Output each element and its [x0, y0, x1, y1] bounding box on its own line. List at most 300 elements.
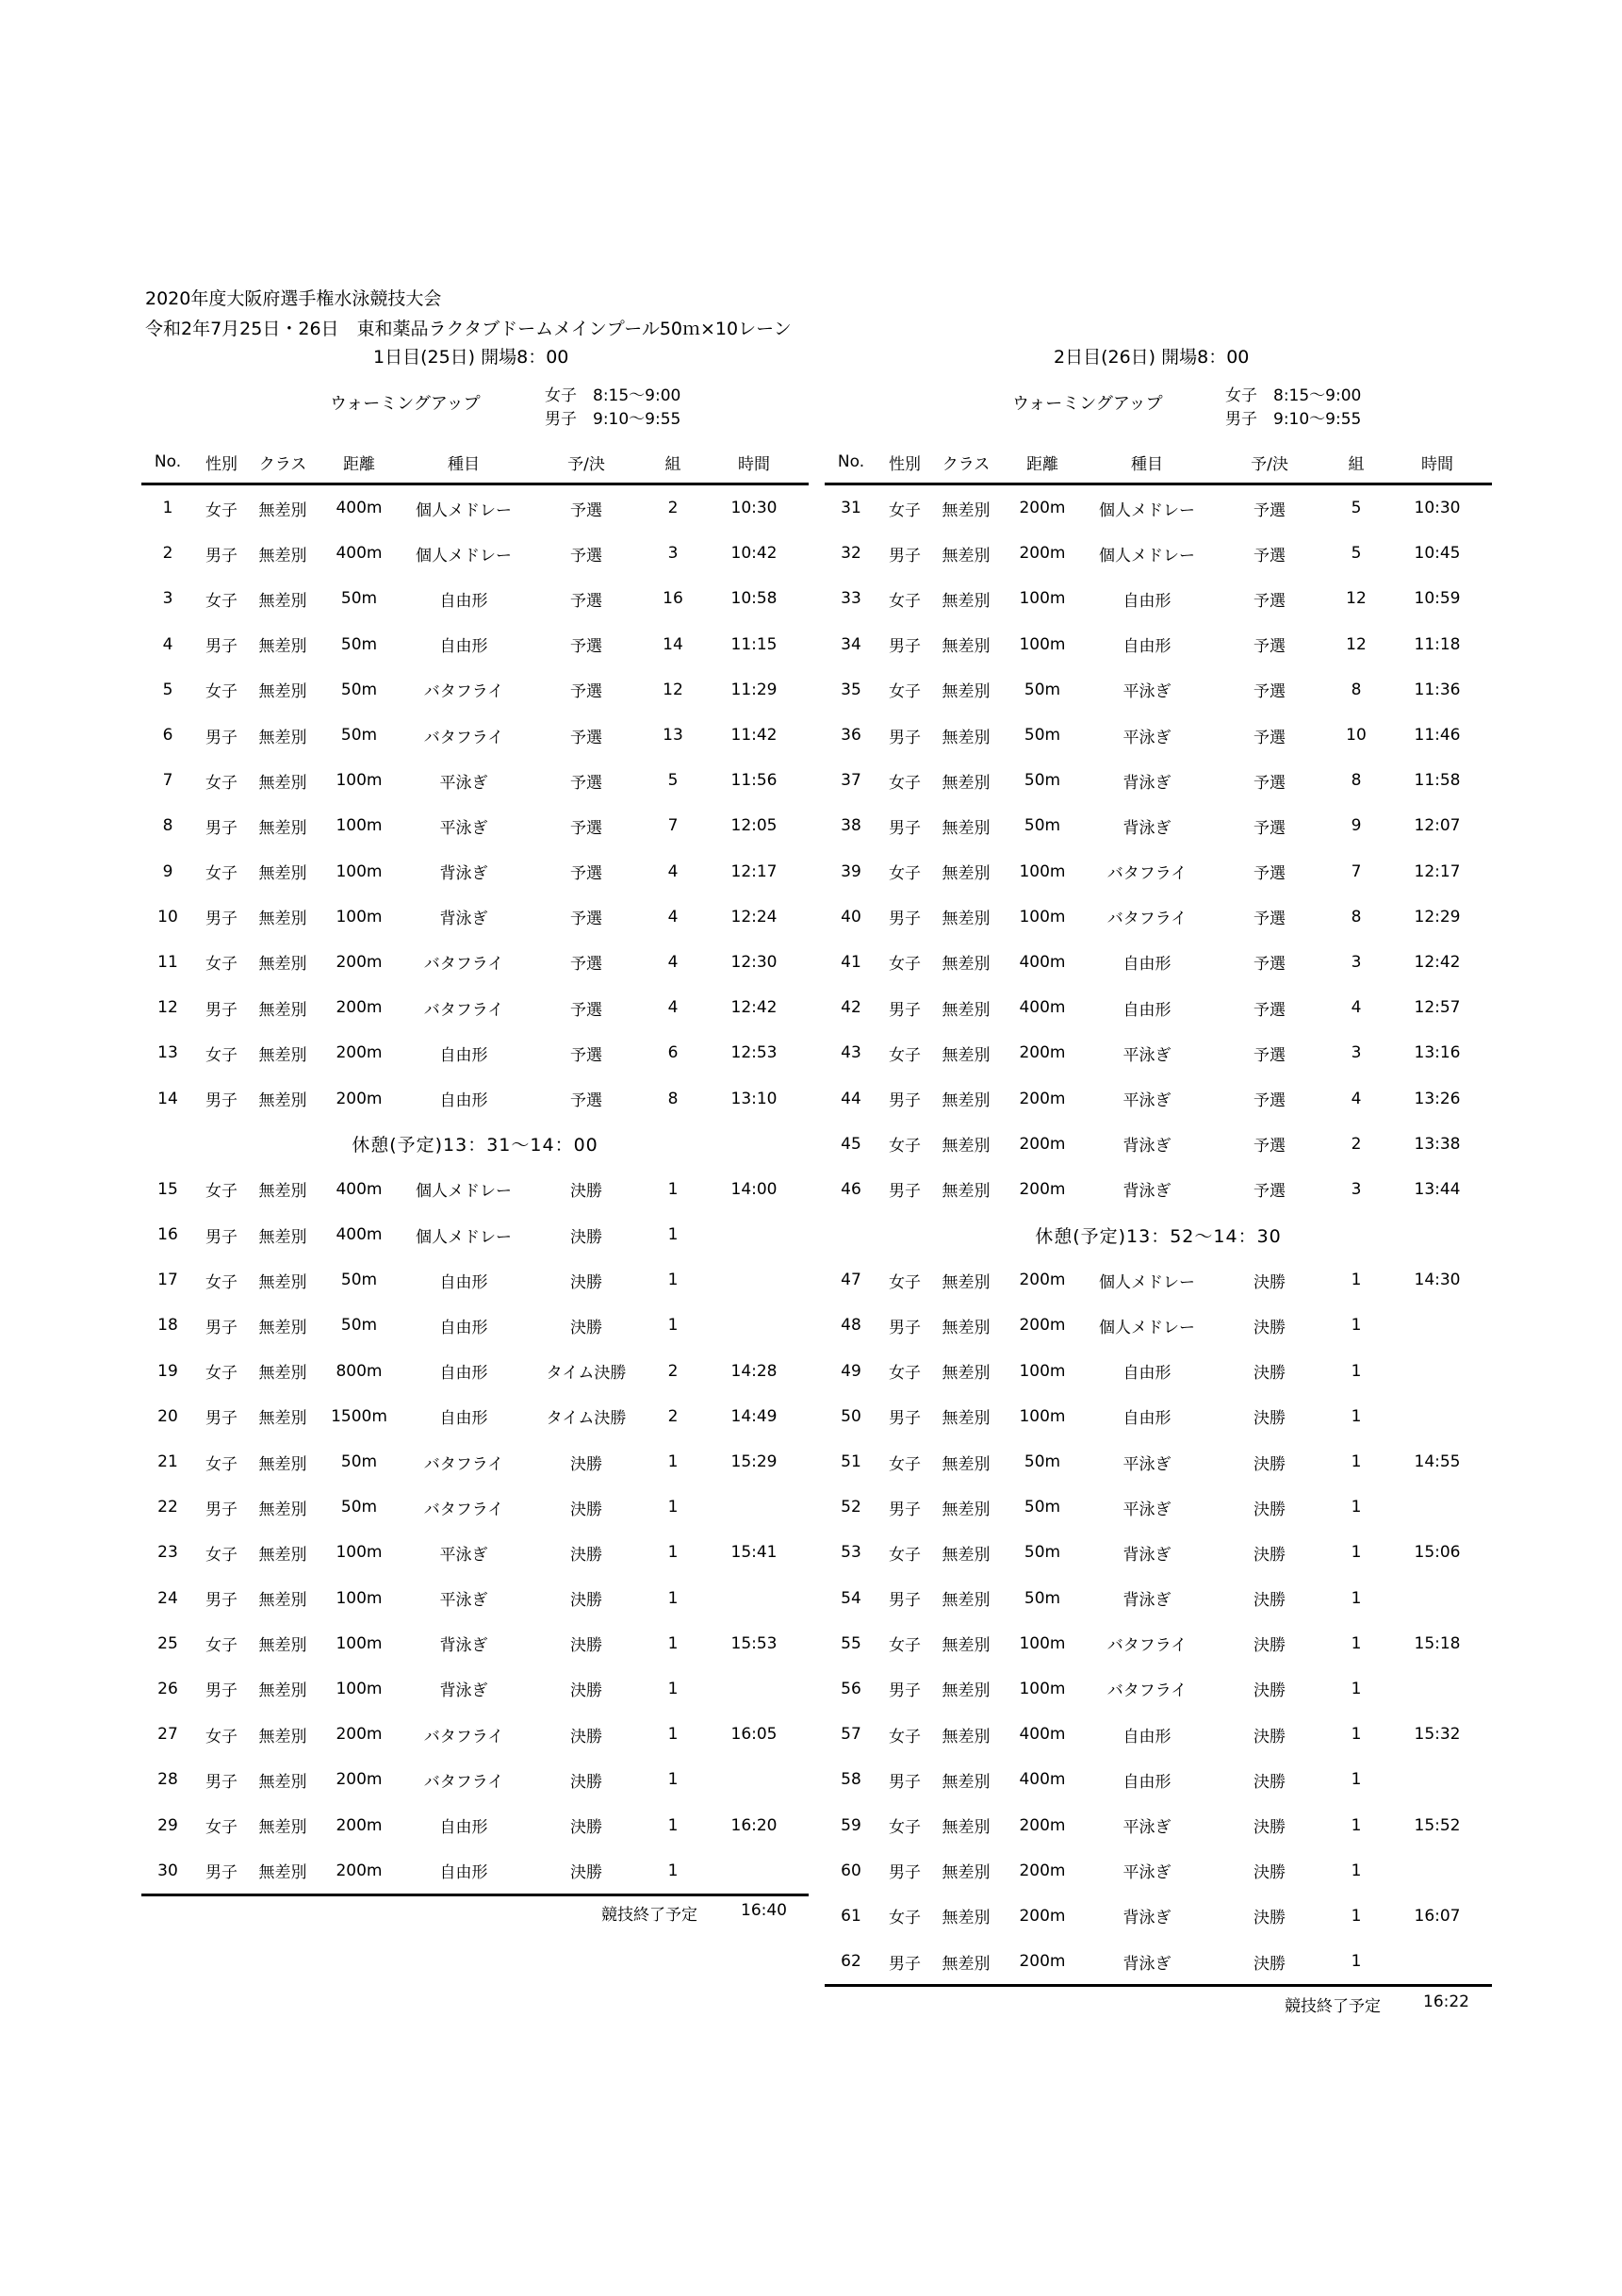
- cell-heats: 2: [667, 1406, 679, 1426]
- header-round: 予/決: [1209, 441, 1330, 484]
- cell-event: 背泳ぎ: [1122, 818, 1171, 838]
- cell-class: 無差別: [942, 818, 991, 838]
- cell-distance: 200m: [336, 1725, 383, 1745]
- cell-no: 32: [841, 544, 861, 564]
- cell-distance: 50m: [340, 634, 378, 654]
- cell-distance: 100m: [336, 1588, 383, 1608]
- cell-class: 無差別: [942, 1909, 991, 1928]
- cell-round: 予選: [570, 955, 602, 975]
- cell-event: バタフライ: [423, 682, 504, 702]
- cell-time: 15:53: [730, 1633, 778, 1653]
- cell-no: 18: [157, 1316, 178, 1336]
- cell-event: 自由形: [439, 1091, 488, 1111]
- header-no: No.: [825, 441, 877, 484]
- cell-distance: 400m: [1019, 1725, 1066, 1745]
- cell-gender: 女子: [889, 773, 921, 793]
- cell-round: 決勝: [570, 1318, 602, 1337]
- cell-event: 平泳ぎ: [439, 1591, 488, 1611]
- cell-class: 無差別: [942, 1545, 991, 1565]
- cell-no: 57: [841, 1725, 861, 1745]
- header-time: 時間: [1383, 441, 1492, 484]
- cell-event: 自由形: [439, 1318, 488, 1337]
- cell-time: 15:18: [1414, 1633, 1461, 1653]
- table-row: [141, 531, 809, 576]
- cell-gender: 男子: [205, 1227, 238, 1247]
- cell-event: 背泳ぎ: [1122, 1909, 1171, 1928]
- cell-class: 無差別: [258, 773, 307, 793]
- table-row: [825, 1167, 1492, 1212]
- cell-event: 背泳ぎ: [439, 1636, 488, 1656]
- cell-event: バタフライ: [1106, 1636, 1188, 1656]
- cell-time: 11:18: [1414, 634, 1461, 654]
- table-row: [825, 1802, 1492, 1847]
- cell-round: 予選: [1253, 818, 1286, 838]
- cell-gender: 男子: [205, 1091, 238, 1111]
- cell-event: 自由形: [439, 1818, 488, 1838]
- cell-heats: 1: [667, 1179, 679, 1199]
- cell-distance: 800m: [336, 1361, 383, 1381]
- cell-heats: 12: [663, 680, 683, 699]
- cell-no: 49: [841, 1361, 861, 1381]
- cell-class: 無差別: [932, 1939, 1000, 1986]
- cell-heats: 6: [667, 1043, 679, 1063]
- cell-gender: 女子: [205, 864, 238, 884]
- cell-round: 決勝: [1253, 1909, 1286, 1928]
- table-row: [825, 1303, 1492, 1348]
- cell-round: 予選: [570, 728, 602, 747]
- cell-class: 無差別: [258, 1545, 307, 1565]
- cell-distance: 50m: [340, 1452, 378, 1472]
- table-row: [141, 1576, 809, 1621]
- cell-event: 背泳ぎ: [1122, 773, 1171, 793]
- cell-round: 決勝: [570, 1182, 602, 1202]
- cell-heats: 1: [1351, 1316, 1362, 1336]
- cell-time: 13:16: [1414, 1043, 1461, 1063]
- cell-no: 23: [157, 1543, 178, 1563]
- cell-round: 予選: [570, 500, 602, 520]
- cell-heats: 1: [1351, 1633, 1362, 1653]
- header-event: 種目: [1085, 441, 1209, 484]
- table-row: [825, 1621, 1492, 1666]
- cell-round: 予選: [570, 818, 602, 838]
- table-row: [141, 1349, 809, 1394]
- cell-distance: 200m: [1019, 1043, 1066, 1063]
- cell-event: 自由形: [1122, 1364, 1171, 1384]
- cell-no: 27: [157, 1725, 178, 1745]
- cell-gender: 男子: [205, 1409, 238, 1429]
- cell-round: 予選: [570, 637, 602, 657]
- header-gender: 性別: [877, 441, 932, 484]
- cell-event: 背泳ぎ: [1122, 1591, 1171, 1611]
- cell-time: [699, 1484, 809, 1530]
- day2-schedule-table: [825, 441, 1492, 1987]
- cell-distance: 100m: [1019, 1361, 1066, 1381]
- cell-no: 30: [141, 1848, 194, 1895]
- document-subtitle: 令和2年7月25日・26日 東和薬品ラクタブドームメインプール50ｍ×10レーン: [145, 319, 792, 339]
- cell-round: 決勝: [1253, 1364, 1286, 1384]
- cell-time: 12:24: [730, 907, 778, 927]
- cell-round: 決勝: [570, 1545, 602, 1565]
- cell-gender: 女子: [205, 1636, 238, 1656]
- table-row: [825, 849, 1492, 894]
- cell-distance: 200m: [1000, 1939, 1085, 1986]
- cell-no: 35: [841, 680, 861, 699]
- cell-event: バタフライ: [423, 728, 504, 747]
- cell-no: 6: [162, 726, 173, 746]
- cell-time: [699, 1303, 809, 1348]
- break-time-label: 休憩(予定)13：52～14：30: [1035, 1225, 1282, 1247]
- cell-no: 56: [841, 1679, 861, 1698]
- cell-distance: 100m: [336, 861, 383, 881]
- cell-no: 31: [841, 499, 861, 518]
- cell-round: 予選: [1253, 682, 1286, 702]
- cell-heats: 1: [1351, 1271, 1362, 1290]
- cell-event: 背泳ぎ: [1122, 1137, 1171, 1156]
- cell-gender: 女子: [889, 1727, 921, 1747]
- cell-class: 無差別: [258, 1364, 307, 1384]
- cell-no: 61: [841, 1906, 861, 1926]
- cell-gender: 男子: [889, 818, 921, 838]
- day2-rows: [825, 484, 1492, 1986]
- cell-round: 決勝: [570, 1454, 602, 1474]
- table-row: [141, 1757, 809, 1802]
- cell-event: 背泳ぎ: [439, 1681, 488, 1701]
- cell-heats: 1: [1351, 1406, 1362, 1426]
- cell-event: 自由形: [1122, 955, 1171, 975]
- break-time-label: 休憩(予定)13：31～14：00: [352, 1135, 598, 1156]
- cell-round: 決勝: [570, 1272, 602, 1292]
- cell-time: [1383, 1394, 1492, 1439]
- cell-heats: 1: [667, 1452, 679, 1472]
- cell-gender: 女子: [889, 864, 921, 884]
- cell-heats: 1: [667, 1770, 679, 1790]
- cell-no: 62: [825, 1939, 877, 1986]
- cell-round: 決勝: [526, 1848, 647, 1895]
- cell-round: 決勝: [1253, 1409, 1286, 1429]
- document-title: 2020年度大阪府選手権水泳競技大会: [145, 288, 442, 309]
- cell-gender: 男子: [889, 1772, 921, 1792]
- cell-round: 決勝: [570, 1500, 602, 1519]
- table-row: [825, 803, 1492, 848]
- cell-heats: 4: [1351, 998, 1362, 1018]
- cell-round: 決勝: [1253, 1636, 1286, 1656]
- cell-time: 12:53: [730, 1043, 778, 1063]
- cell-time: 13:26: [1414, 1089, 1461, 1108]
- cell-no: 8: [162, 816, 173, 836]
- table-row: [825, 894, 1492, 940]
- cell-class: 無差別: [942, 1772, 991, 1792]
- cell-no: 47: [841, 1271, 861, 1290]
- cell-round: 決勝: [570, 1681, 602, 1701]
- cell-distance: 50m: [340, 589, 378, 609]
- cell-round: 決勝: [570, 1227, 602, 1247]
- cell-no: 13: [157, 1043, 178, 1063]
- cell-heats: 1: [667, 1725, 679, 1745]
- cell-gender: 男子: [889, 1591, 921, 1611]
- table-row: [141, 1394, 809, 1439]
- cell-class: 無差別: [942, 1681, 991, 1701]
- cell-no: 9: [162, 861, 173, 881]
- cell-event: 背泳ぎ: [1085, 1939, 1209, 1986]
- cell-no: 46: [841, 1179, 861, 1199]
- cell-no: 16: [157, 1225, 178, 1245]
- cell-gender: 男子: [889, 728, 921, 747]
- cell-heats: 8: [1351, 771, 1362, 791]
- cell-class: 無差別: [258, 728, 307, 747]
- cell-event: 背泳ぎ: [439, 910, 488, 929]
- cell-gender: 男子: [889, 637, 921, 657]
- table-row: [825, 713, 1492, 758]
- cell-distance: 200m: [336, 998, 383, 1018]
- cell-gender: 男子: [205, 1500, 238, 1519]
- cell-heats: 2: [1351, 1134, 1362, 1154]
- cell-class: 無差別: [942, 1318, 991, 1337]
- cell-heats: 5: [1351, 544, 1362, 564]
- cell-no: 25: [157, 1633, 178, 1653]
- cell-class: 無差別: [942, 1727, 991, 1747]
- table-row: [141, 1530, 809, 1575]
- day1-end-label: 競技終了予定: [601, 1906, 697, 1925]
- cell-gender: 女子: [205, 1545, 238, 1565]
- cell-event: バタフライ: [423, 1772, 504, 1792]
- cell-heats: 4: [667, 952, 679, 972]
- table-row: [825, 1122, 1492, 1167]
- cell-distance: 200m: [317, 1848, 401, 1895]
- header-class: クラス: [249, 441, 317, 484]
- cell-distance: 100m: [1019, 861, 1066, 881]
- cell-time: [1383, 1666, 1492, 1712]
- table-row: [825, 576, 1492, 621]
- cell-time: [699, 1212, 809, 1257]
- table-row: [141, 1848, 809, 1895]
- cell-heats: 1: [1351, 1679, 1362, 1698]
- cell-class: 無差別: [258, 637, 307, 657]
- table-row: [825, 1075, 1492, 1121]
- cell-time: 12:07: [1414, 816, 1461, 836]
- cell-class: 無差別: [249, 1848, 317, 1895]
- cell-gender: 男子: [205, 1591, 238, 1611]
- cell-distance: 100m: [336, 816, 383, 836]
- cell-time: 10:30: [730, 499, 778, 518]
- cell-class: 無差別: [258, 1227, 307, 1247]
- cell-distance: 200m: [1019, 499, 1066, 518]
- cell-no: 37: [841, 771, 861, 791]
- cell-no: 36: [841, 726, 861, 746]
- table-row: [141, 713, 809, 758]
- cell-distance: 50m: [1024, 1452, 1061, 1472]
- cell-distance: 100m: [336, 1679, 383, 1698]
- cell-round: 予選: [1253, 1182, 1286, 1202]
- cell-gender: 女子: [205, 1364, 238, 1384]
- cell-event: 自由形: [439, 637, 488, 657]
- cell-event: 背泳ぎ: [439, 864, 488, 884]
- cell-no: 20: [157, 1406, 178, 1426]
- table-row: [825, 1257, 1492, 1303]
- cell-time: 12:17: [1414, 861, 1461, 881]
- cell-event: 個人メドレー: [1099, 500, 1195, 520]
- cell-event: 平泳ぎ: [1122, 682, 1171, 702]
- day2-warmup-women: 女子 8:15～9:00: [1225, 386, 1362, 405]
- cell-heats: 5: [667, 771, 679, 791]
- cell-no: 59: [841, 1815, 861, 1835]
- cell-heats: 10: [1346, 726, 1367, 746]
- cell-time: 12:29: [1414, 907, 1461, 927]
- cell-time: [1383, 1303, 1492, 1348]
- table-row: [825, 1757, 1492, 1802]
- cell-round: 予選: [570, 773, 602, 793]
- cell-class: 無差別: [258, 1454, 307, 1474]
- table-row: [141, 576, 809, 621]
- cell-class: 無差別: [942, 1364, 991, 1384]
- cell-gender: 男子: [877, 1939, 932, 1986]
- table-header-row: [825, 441, 1492, 484]
- cell-no: 10: [157, 907, 178, 927]
- cell-time: 12:17: [730, 861, 778, 881]
- cell-no: 3: [162, 589, 173, 609]
- cell-round: 決勝: [1253, 1818, 1286, 1838]
- cell-round: 予選: [1253, 546, 1286, 566]
- cell-no: 24: [157, 1588, 178, 1608]
- cell-gender: 女子: [889, 1137, 921, 1156]
- cell-no: 14: [157, 1089, 178, 1108]
- cell-distance: 200m: [336, 1770, 383, 1790]
- cell-gender: 男子: [205, 1000, 238, 1020]
- cell-class: 無差別: [942, 1500, 991, 1519]
- cell-no: 45: [841, 1134, 861, 1154]
- header-gender: 性別: [194, 441, 249, 484]
- cell-distance: 200m: [336, 1043, 383, 1063]
- table-row: [141, 1712, 809, 1757]
- cell-no: 58: [841, 1770, 861, 1790]
- cell-gender: 男子: [889, 1000, 921, 1020]
- cell-no: 21: [157, 1452, 178, 1472]
- cell-event: バタフライ: [423, 955, 504, 975]
- cell-class: 無差別: [942, 1636, 991, 1656]
- cell-distance: 100m: [1019, 1406, 1066, 1426]
- cell-gender: 女子: [205, 1182, 238, 1202]
- cell-gender: 男子: [205, 728, 238, 747]
- cell-heats: 8: [667, 1089, 679, 1108]
- cell-time: 15:06: [1414, 1543, 1461, 1563]
- cell-class: 無差別: [258, 1636, 307, 1656]
- table-row: [141, 1802, 809, 1847]
- cell-distance: 400m: [1019, 998, 1066, 1018]
- cell-gender: 女子: [889, 1045, 921, 1065]
- cell-class: 無差別: [258, 1000, 307, 1020]
- table-row: [825, 940, 1492, 985]
- cell-event: 個人メドレー: [416, 546, 512, 566]
- cell-round: 決勝: [1253, 1863, 1286, 1883]
- cell-distance: 100m: [336, 771, 383, 791]
- cell-no: 38: [841, 816, 861, 836]
- cell-class: 無差別: [258, 1727, 307, 1747]
- table-row: [141, 1484, 809, 1530]
- cell-heats: 2: [667, 1361, 679, 1381]
- cell-heats: 1: [667, 1815, 679, 1835]
- cell-time: 11:29: [730, 680, 778, 699]
- cell-round: 予選: [570, 682, 602, 702]
- cell-event: 背泳ぎ: [1122, 1545, 1171, 1565]
- cell-heats: 9: [1351, 816, 1362, 836]
- cell-gender: 男子: [889, 910, 921, 929]
- cell-event: 自由形: [1122, 637, 1171, 657]
- cell-class: 無差別: [942, 728, 991, 747]
- cell-gender: 男子: [205, 637, 238, 657]
- cell-heats: 1: [667, 1588, 679, 1608]
- cell-round: 決勝: [1253, 1500, 1286, 1519]
- cell-distance: 200m: [1019, 544, 1066, 564]
- cell-gender: 女子: [889, 1364, 921, 1384]
- cell-gender: 男子: [205, 818, 238, 838]
- cell-distance: 100m: [1019, 907, 1066, 927]
- cell-event: バタフライ: [1106, 864, 1188, 884]
- cell-round: 決勝: [570, 1727, 602, 1747]
- cell-heats: 1: [1351, 1861, 1362, 1880]
- cell-distance: 400m: [1019, 952, 1066, 972]
- cell-class: 無差別: [258, 1318, 307, 1337]
- day2-end-time: 16:22: [1423, 1993, 1469, 2011]
- cell-heats: 4: [1351, 1089, 1362, 1108]
- cell-gender: 男子: [889, 1500, 921, 1519]
- cell-time: 10:59: [1414, 589, 1461, 609]
- cell-class: 無差別: [258, 910, 307, 929]
- cell-distance: 200m: [1019, 1316, 1066, 1336]
- cell-distance: 50m: [340, 1498, 378, 1517]
- cell-event: 自由形: [439, 591, 488, 611]
- cell-round: 決勝: [570, 1772, 602, 1792]
- cell-gender: 男子: [889, 1182, 921, 1202]
- cell-event: 個人メドレー: [416, 500, 512, 520]
- cell-gender: 男子: [889, 1318, 921, 1337]
- cell-time: 11:58: [1414, 771, 1461, 791]
- cell-heats: 3: [1351, 1179, 1362, 1199]
- cell-heats: 1: [667, 1316, 679, 1336]
- cell-gender: 女子: [889, 682, 921, 702]
- cell-event: 自由形: [439, 1045, 488, 1065]
- cell-gender: 女子: [205, 1454, 238, 1474]
- cell-round: 予選: [1253, 500, 1286, 520]
- cell-time: 12:57: [1414, 998, 1461, 1018]
- day2-heading: 2日目(26日) 開場8：00: [1054, 347, 1250, 368]
- cell-class: 無差別: [942, 1182, 991, 1202]
- cell-heats: 1: [1351, 1770, 1362, 1790]
- table-row: [825, 985, 1492, 1030]
- cell-time: 16:05: [730, 1725, 778, 1745]
- cell-time: [699, 1576, 809, 1621]
- cell-heats: 14: [663, 634, 683, 654]
- cell-time: 11:15: [730, 634, 778, 654]
- header-round: 予/決: [526, 441, 647, 484]
- cell-gender: 女子: [205, 773, 238, 793]
- cell-event: 平泳ぎ: [1122, 1454, 1171, 1474]
- table-row: [141, 1212, 809, 1257]
- cell-no: 43: [841, 1043, 861, 1063]
- cell-distance: 100m: [1019, 1633, 1066, 1653]
- day1-warmup-label: ウォーミングアップ: [330, 394, 481, 414]
- break-row: [825, 1212, 1492, 1257]
- cell-gender: 女子: [889, 591, 921, 611]
- day1-end-time: 16:40: [741, 1901, 787, 1920]
- cell-heats: 1: [667, 1633, 679, 1653]
- cell-distance: 50m: [1024, 1498, 1061, 1517]
- cell-event: 平泳ぎ: [1122, 1045, 1171, 1065]
- cell-round: 予選: [570, 591, 602, 611]
- header-distance: 距離: [317, 441, 401, 484]
- cell-event: バタフライ: [423, 1727, 504, 1747]
- cell-gender: 男子: [889, 1409, 921, 1429]
- cell-distance: 100m: [1019, 1679, 1066, 1698]
- table-row: [141, 622, 809, 667]
